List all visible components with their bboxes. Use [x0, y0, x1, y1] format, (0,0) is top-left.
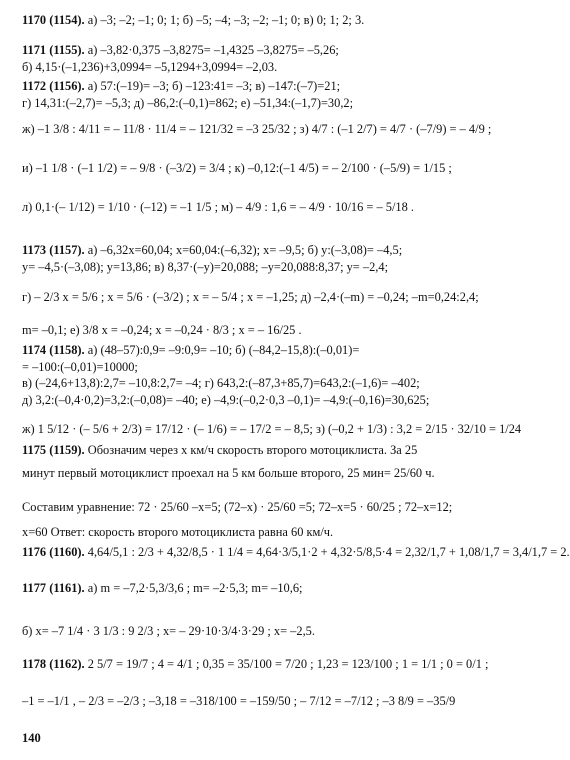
problem-line: 1171 (1155). а) –3,82·0,375 –3,8275= –1,4325 –3,8275= –5,26; — [22, 43, 339, 57]
problem-1170 — [22, 12, 462, 29]
problem-line: л) 0,1·(– 1/12) = 1/10 · (–12) = –1 1/5 ; м) – 4/9 : 1,6 = – 4/9 · 10/16 = – 5/18 . — [22, 199, 414, 214]
problem-line: 1170 (1154). а) –3; –2; –1; 0; 1; б) –5; –4; –3; –2; –1; 0; в) 0; 1; 2; 3. — [22, 13, 365, 27]
problem-1177 — [22, 580, 462, 639]
problem-1175 — [22, 442, 462, 541]
problem-line: Составим уравнение: 72 · 25/60 –x=5; (72–x) · 25/60 =5; 72–x=5 · 60/25 ; 72–x=12; — [22, 500, 453, 515]
problem-number: 1175 (1159). — [22, 443, 85, 457]
problem-number: 1178 (1162). — [22, 657, 85, 671]
problem-line: г) – 2/3 x = 5/6 ; x = 5/6 · (–3/2) ; x = – 5/4 ; x = –1,25; д) –2,4·(–m) = –0,24; –m=0,24:2,4; — [22, 290, 479, 305]
problem-line: в) (–24,6+13,8):2,7= –10,8:2,7= –4; г) 643,2:(–87,3+85,7)=643,2:(–1,6)= –402; — [22, 376, 420, 391]
page-number: 140 — [22, 731, 41, 745]
problem-number: 1170 (1154). — [22, 13, 85, 27]
problem-number: 1177 (1161). — [22, 581, 85, 595]
problem-line: б) x= –7 1/4 · 3 1/3 : 9 2/3 ; x= – 29·10·3/4·3·29 ; x= –2,5. — [22, 623, 315, 638]
problem-line: = –100:(–0,01)=10000; — [22, 359, 138, 374]
problem-line: ж) 1 5/12 · (– 5/6 + 2/3) = 17/12 · (– 1/6) = – 17/2 = – 8,5; з) (–0,2 + 1/3) : 3,2 = 2/15 · 32/10 = 1/24 — [22, 421, 522, 436]
problem-line: г) 14,31:(–2,7)= –5,3; д) –86,2:(–0,1)=862; е) –51,34:(–1,7)=30,2; — [22, 95, 354, 110]
problem-1176 — [22, 544, 570, 561]
problem-line: 1178 (1162). 2 5/7 = 19/7 ; 4 = 4/1 ; 0,35 = 35/100 = 7/20 ; 1,23 = 123/100 ; 1 = 1/1 ; 0 = 0/1 ; — [22, 657, 489, 671]
problem-line: ж) –1 3/8 : 4/11 = – 11/8 · 11/4 = – 121/32 = –3 25/32 ; з) 4/7 : (–1 2/7) = 4/7 · (–7/9) = – 4/9 ; — [22, 122, 492, 137]
problem-line: и) –1 1/8 · (–1 1/2) = – 9/8 · (–3/2) = 3/4 ; к) –0,12:(–1 4/5) = – 2/100 · (–5/9) = 1/15 ; — [22, 161, 452, 176]
problem-1178 — [22, 656, 489, 709]
problem-number: 1173 (1157). — [22, 243, 85, 257]
problem-line: 1174 (1158). а) (48–57):0,9= –9:0,9= –10; б) (–84,2–15,8):(–0,01)= — [22, 343, 360, 357]
problem-1174 — [22, 342, 522, 438]
problem-number: 1176 (1160). — [22, 545, 85, 559]
problem-line: 1176 (1160). 4,64/5,1 : 2/3 + 4,32/8,5 · 1 1/4 = 4,64·3/5,1·2 + 4,32·5/8,5·4 = 2,32/1,7 + 1,08/1,7 = 3,4/1,7 = 2. — [22, 545, 570, 559]
problem-line: б) 4,15·(–1,236)+3,0994= –5,1294+3,0994= –2,03. — [22, 59, 278, 74]
problem-1172 — [22, 78, 492, 216]
problem-line: 1175 (1159). Обозначим через x км/ч скорость второго мотоциклиста. За 25 — [22, 443, 418, 457]
problem-line: 1173 (1157). а) –6,32x=60,04; x=60,04:(–6,32); x= –9,5; б) y:(–3,08)= –4,5; — [22, 243, 403, 257]
problem-line: минут первый мотоциклист проехал на 5 км больше второго, 25 мин= 25/60 ч. — [22, 465, 435, 480]
problem-1173 — [22, 242, 479, 339]
problem-line: m= –0,1; е) 3/8 x = –0,24; x = –0,24 · 8/3 ; x = – 16/25 . — [22, 323, 302, 338]
problem-line: x=60 Ответ: скорость второго мотоциклиста равна 60 км/ч. — [22, 525, 334, 540]
problem-line: y= –4,5·(–3,08); y=13,86; в) 8,37·(–y)=20,088; –y=20,088:8,37; y= –2,4; — [22, 259, 389, 274]
problem-number: 1174 (1158). — [22, 343, 85, 357]
problem-number: 1172 (1156). — [22, 79, 85, 93]
problem-line: –1 = –1/1 , – 2/3 = –2/3 ; –3,18 = –318/100 = –159/50 ; – 7/12 = –7/12 ; –3 8/9 = –35/9 — [22, 693, 456, 708]
problem-1171 — [22, 42, 462, 75]
problem-line: 1172 (1156). а) 57:(–19)= –3; б) –123:41= –3; в) –147:(–7)=21; — [22, 79, 341, 93]
problem-line: 1177 (1161). а) m = –7,2·5,3/3,6 ; m= –2·5,3; m= –10,6; — [22, 581, 303, 595]
problem-number: 1171 (1155). — [22, 43, 85, 57]
problem-line: д) 3,2:(–0,4·0,2)=3,2:(–0,08)= –40; е) –4,9:(–0,2·0,3 –0,1)= –4,9:(–0,16)=30,625; — [22, 393, 430, 408]
